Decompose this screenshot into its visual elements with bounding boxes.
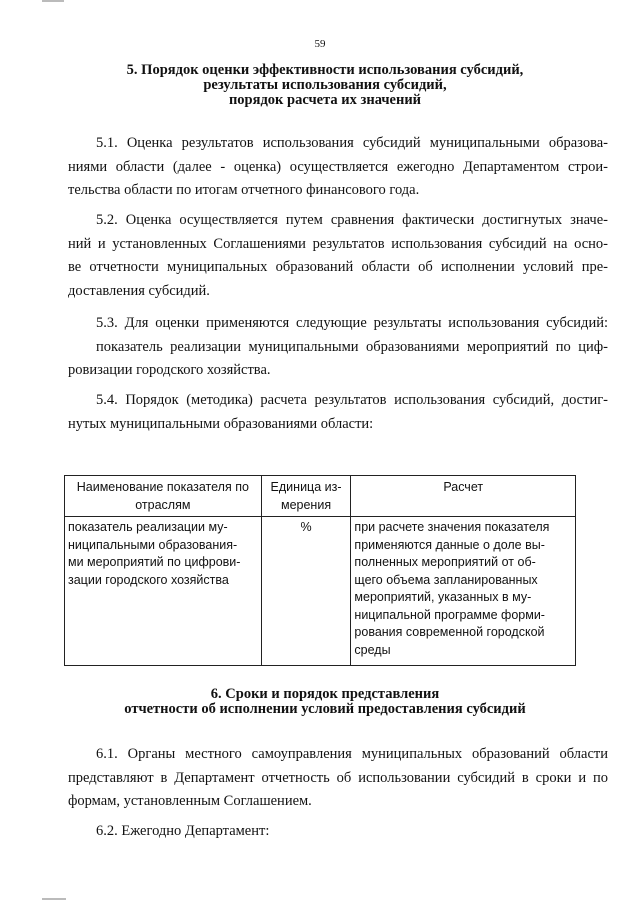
heading-line: 5. Порядок оценки эффективности использования субсидий, — [126, 62, 524, 78]
text-line: представляют в Департамент отчетность об использовании субсидий в сроки и по — [68, 769, 608, 786]
header-calculation — [351, 476, 576, 517]
header-line: Расчет — [443, 480, 484, 494]
text-line: ниями области (далее - оценка) осуществляется ежегодно Департаментом строи- — [68, 158, 608, 175]
cell-line: рования современной городской — [354, 625, 545, 639]
cell-indicator-name — [65, 517, 262, 666]
scan-artifact-bottom — [42, 898, 66, 900]
heading-line: результаты использования субсидий, — [203, 77, 447, 93]
indicator-table — [64, 475, 576, 666]
page-number: 59 — [314, 38, 326, 50]
text-line: 5.4. Порядок (методика) расчета результатов использования субсидий, достиг- — [96, 392, 608, 408]
text-line: доставления субсидий. — [68, 282, 210, 299]
cell-line: полненных мероприятий от об- — [354, 555, 536, 569]
header-line: мерения — [280, 497, 332, 512]
cell-line: среды — [354, 642, 391, 657]
text-line: формам, установленным Соглашением. — [68, 793, 312, 809]
heading-line: отчетности об исполнении условий предоставления субсидий — [124, 701, 526, 717]
cell-line: щего объема запланированных — [354, 572, 538, 587]
text-line: 5.3. Для оценки применяются следующие результаты использования субсидий: — [96, 315, 608, 331]
cell-line: ниципальными образования- — [68, 537, 238, 552]
cell-line: ми мероприятий по цифрови- — [68, 555, 241, 569]
text-line: 5.2. Оценка осуществляется путем сравнения фактически достигнутых значе- — [96, 212, 608, 228]
scan-artifact-top — [42, 0, 64, 2]
paragraph-6-1 — [68, 743, 608, 814]
cell-line: мероприятий, указанных в му- — [354, 590, 532, 604]
paragraph-5-2 — [68, 209, 608, 303]
cell-line: применяются данные о доле вы- — [354, 537, 545, 552]
cell-line: % — [300, 520, 312, 534]
text-line: ве отчетности муниципальных образований области об исполнении условий пре- — [68, 259, 608, 275]
header-indicator-name — [65, 476, 262, 517]
table-row — [65, 517, 576, 666]
paragraph-6-2 — [68, 820, 608, 844]
header-unit — [261, 476, 351, 517]
text-line: ровизации городского хозяйства. — [68, 362, 271, 378]
table-header-row — [65, 476, 576, 517]
text-line: 6.2. Ежегодно Департамент: — [96, 823, 270, 839]
text-line: нутых муниципальными образованиями области: — [68, 415, 374, 432]
cell-line: зации городского хозяйства — [68, 572, 229, 587]
header-line: Единица из- — [270, 480, 342, 494]
cell-calculation — [351, 517, 576, 666]
cell-line: ниципальной программе форми- — [354, 607, 545, 622]
cell-line: при расчете значения показателя — [354, 520, 550, 534]
text-line: показатель реализации муниципальными образованиями мероприятий по циф- — [96, 338, 608, 355]
heading-line: порядок расчета их значений — [228, 92, 422, 108]
heading-line: 6. Сроки и порядок представления — [210, 686, 440, 702]
text-line: 5.1. Оценка результатов использования субсидий муниципальными образова- — [96, 135, 608, 151]
header-line: отраслям — [135, 497, 191, 512]
text-line: 6.1. Органы местного самоуправления муниципальных образований области — [96, 746, 608, 762]
header-line: Наименование показателя по — [76, 480, 249, 494]
paragraph-5-3 — [68, 312, 608, 383]
cell-line: показатель реализации му- — [68, 520, 228, 534]
section-5-heading — [60, 63, 590, 108]
text-line: тельства области по итогам отчетного финансового года. — [68, 182, 420, 198]
cell-unit — [261, 517, 351, 666]
section-6-heading — [60, 687, 590, 717]
paragraph-5-1 — [68, 132, 608, 203]
text-line: ний и установленных Соглашениями результатов использования субсидий на осно- — [68, 235, 608, 252]
paragraph-5-4 — [68, 389, 608, 436]
